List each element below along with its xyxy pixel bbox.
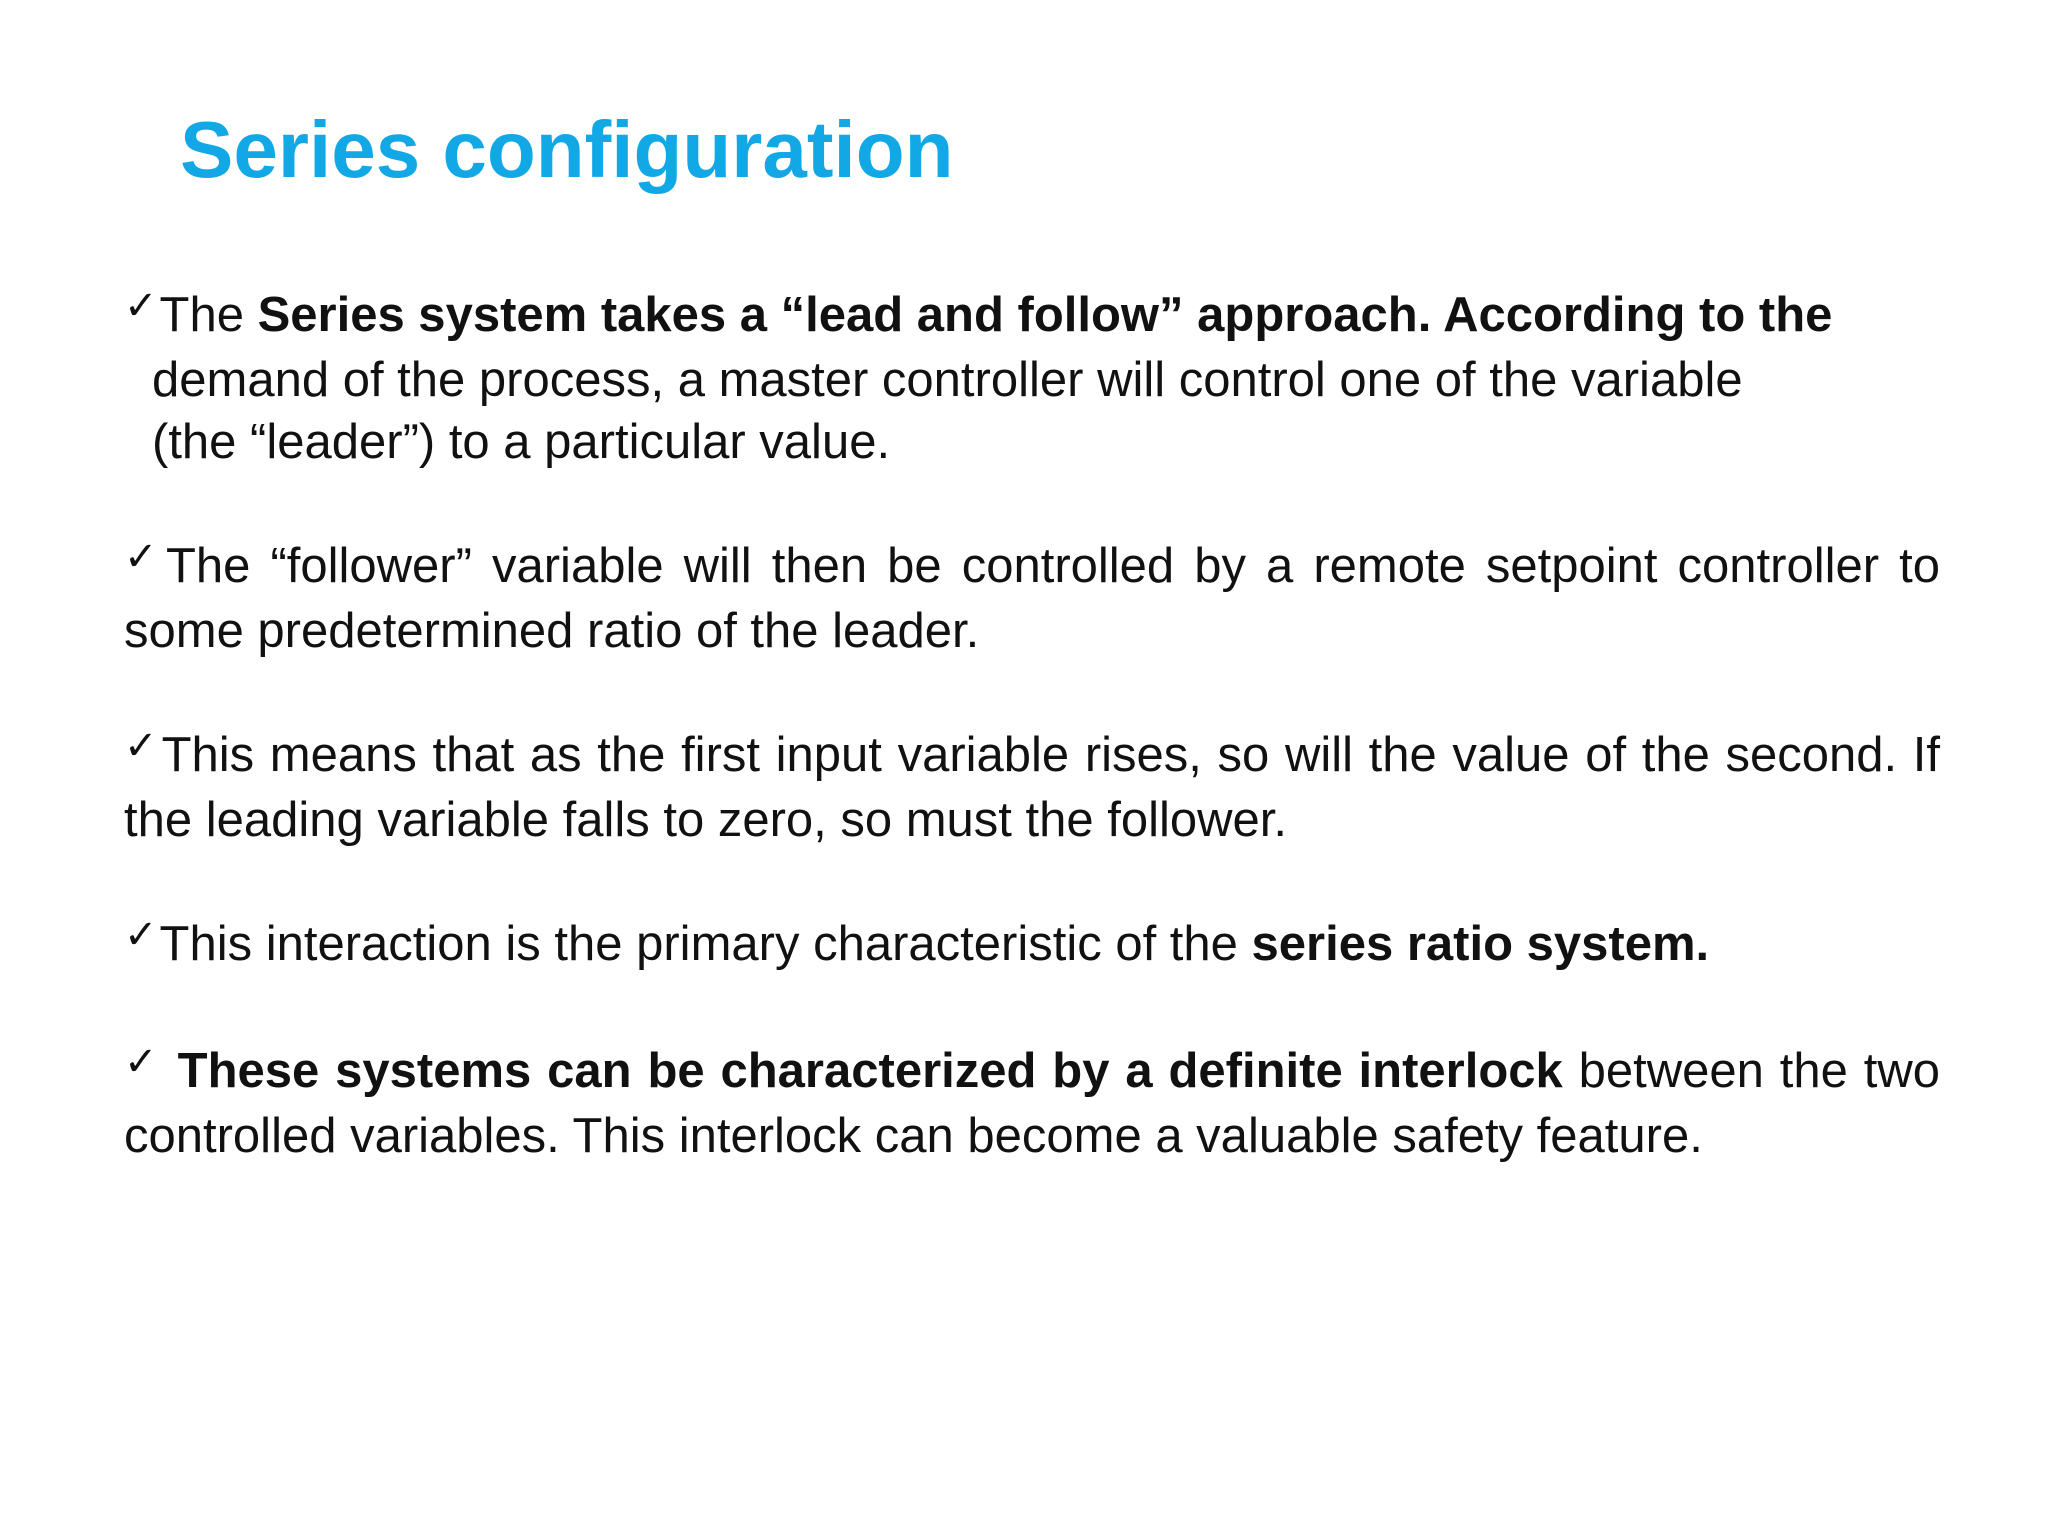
bullet-continuation: (the “leader”) to a particular value. xyxy=(152,415,891,469)
bullet-text: This means that as the first input variable rises, so will the value of the second. If the leading variable falls to zero, so must the follower. xyxy=(124,728,1941,847)
bullet-list xyxy=(124,284,1940,1167)
bullet-item-4 xyxy=(124,913,1940,978)
bullet-item-3 xyxy=(124,724,1940,851)
check-mark-icon: ✓ xyxy=(124,723,160,769)
bullet-item-2 xyxy=(124,535,1940,662)
bullet-bold-text: These systems can be characterized by a definite interlock xyxy=(177,1044,1563,1098)
bullet-text: The “follower” variable will then be controlled by a remote setpoint controller to some predetermined ratio of the leader. xyxy=(124,539,1941,658)
bullet-line xyxy=(124,283,1833,342)
check-mark-icon: ✓ xyxy=(124,534,164,580)
bullet-item-1 xyxy=(124,284,1940,473)
check-mark-icon: ✓ xyxy=(124,283,158,329)
bullet-text: This interaction is the primary characteristic of the xyxy=(159,917,1252,971)
bullet-bold-text: Series system takes a “lead and follow” approach. According to the xyxy=(257,288,1833,342)
check-mark-icon: ✓ xyxy=(124,912,158,958)
bullet-text: The xyxy=(159,288,258,342)
bullet-continuation: demand of the process, a master controller will control one of the variable xyxy=(152,353,1743,407)
bullet-item-5 xyxy=(124,1040,1940,1167)
bullet-bold-text: series ratio system. xyxy=(1251,917,1710,971)
bullet-text: between the two controlled variables. This interlock can become a valuable safety feature. xyxy=(124,1044,1941,1163)
slide-title: Series configuration xyxy=(180,105,954,194)
check-mark-icon: ✓ xyxy=(124,1039,160,1085)
